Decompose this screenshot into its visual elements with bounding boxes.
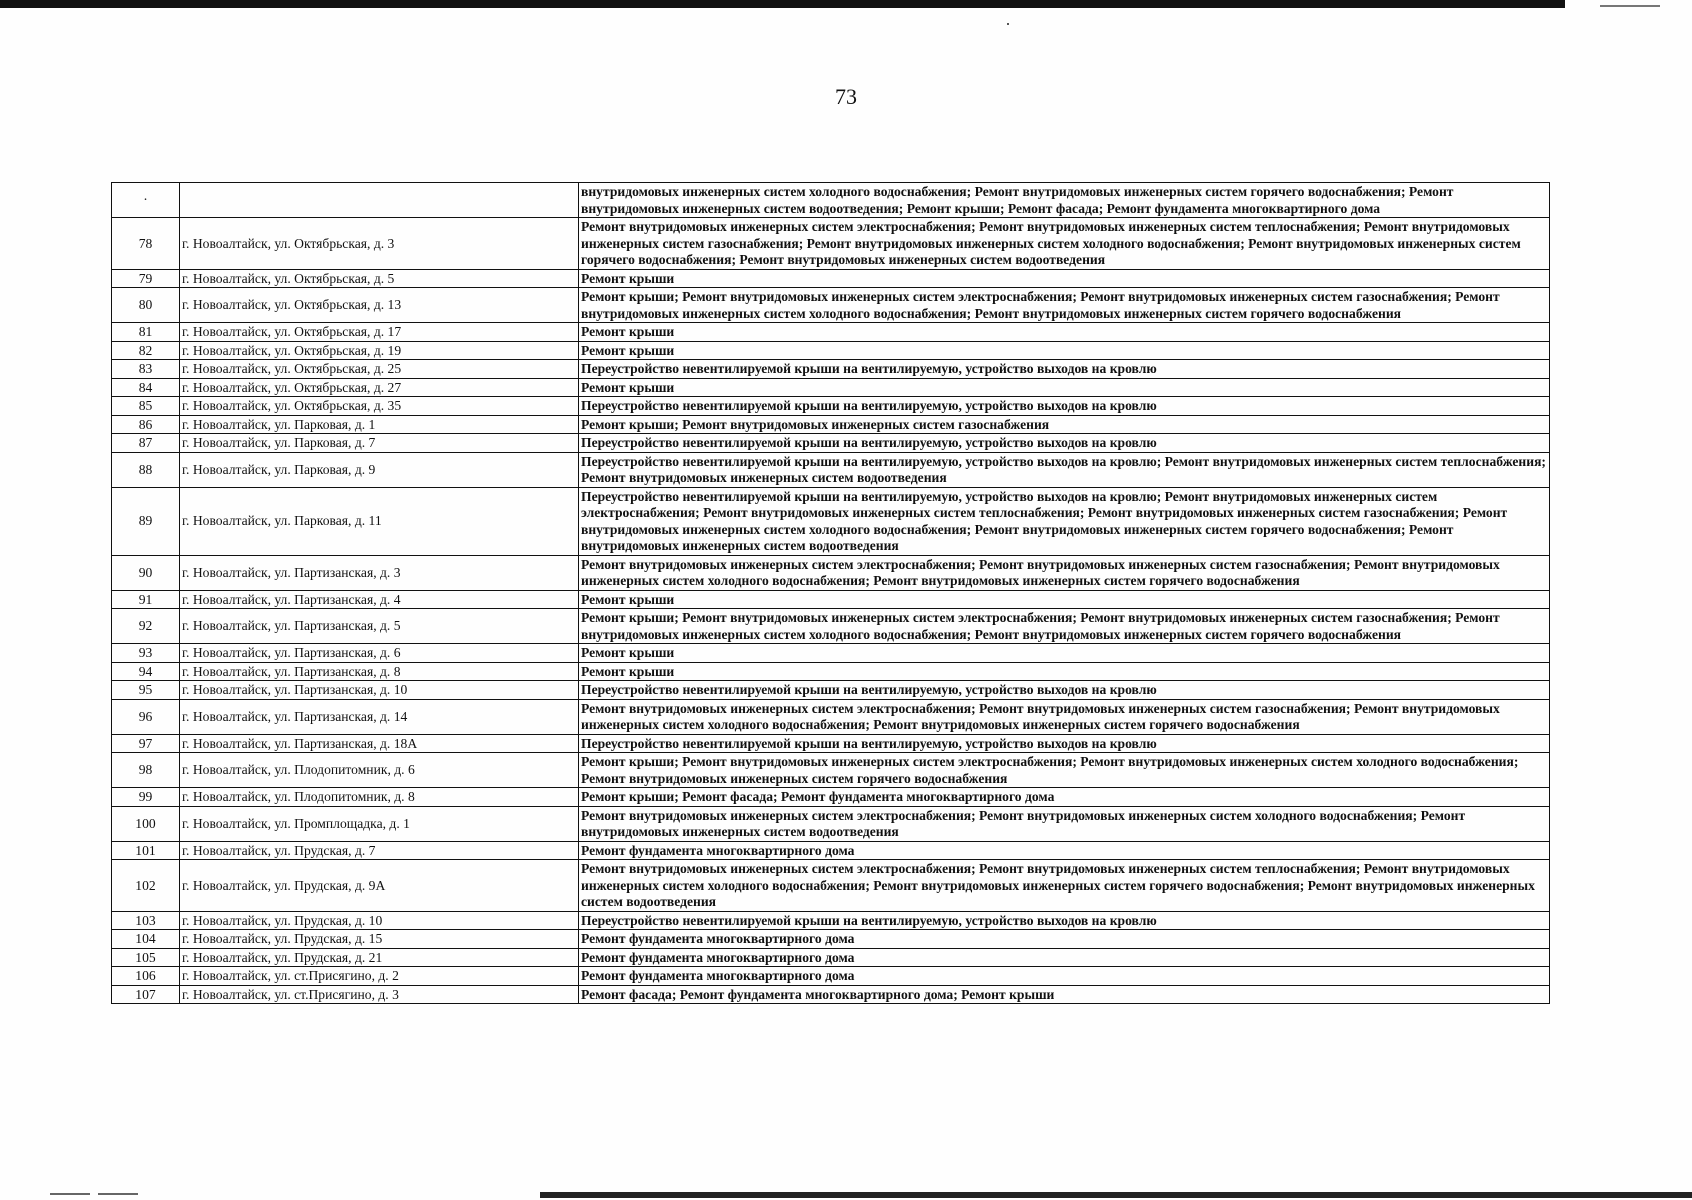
row-number: 107 — [112, 985, 180, 1004]
row-address: г. Новоалтайск, ул. Партизанская, д. 4 — [180, 590, 579, 609]
row-address: г. Новоалтайск, ул. Прудская, д. 15 — [180, 930, 579, 949]
row-address: г. Новоалтайск, ул. Прудская, д. 21 — [180, 948, 579, 967]
scan-edge-bottom-mark — [98, 1193, 138, 1195]
row-works: внутридомовых инженерных систем холодного водоснабжения; Ремонт внутридомовых инженерных систем горячего водоснабжения; Ремонт внутридомовых инженерных систем водоотведения; Ремонт крыши; Ремонт фасада; Ремонт фундамента многоквартирного дома — [579, 183, 1550, 218]
table-row — [112, 183, 1550, 218]
row-works: Ремонт внутридомовых инженерных систем электроснабжения; Ремонт внутридомовых инженерных систем холодного водоснабжения; Ремонт внутридомовых инженерных систем водоотведения — [579, 806, 1550, 841]
row-number: 96 — [112, 699, 180, 734]
row-number: 104 — [112, 930, 180, 949]
scan-speck — [1007, 23, 1009, 25]
table-row — [112, 590, 1550, 609]
row-address: г. Новоалтайск, ул. Парковая, д. 9 — [180, 452, 579, 487]
row-works: Ремонт крыши; Ремонт внутридомовых инженерных систем электроснабжения; Ремонт внутридомовых инженерных систем холодного водоснабжения; Ремонт внутридомовых инженерных систем горячего водоснабжения — [579, 753, 1550, 788]
table-row — [112, 397, 1550, 416]
row-works: Ремонт фасада; Ремонт фундамента многоквартирного дома; Ремонт крыши — [579, 985, 1550, 1004]
row-number: 100 — [112, 806, 180, 841]
row-number: 85 — [112, 397, 180, 416]
row-works: Переустройство невентилируемой крыши на вентилируемую, устройство выходов на кровлю — [579, 734, 1550, 753]
table-row — [112, 699, 1550, 734]
table-row — [112, 415, 1550, 434]
row-number: 89 — [112, 487, 180, 555]
row-works: Ремонт крыши; Ремонт внутридомовых инженерных систем электроснабжения; Ремонт внутридомовых инженерных систем газоснабжения; Ремонт внутридомовых инженерных систем холодного водоснабжения; Ремонт внутридомовых инженерных систем горячего водоснабжения — [579, 609, 1550, 644]
row-works: Переустройство невентилируемой крыши на вентилируемую, устройство выходов на кровлю — [579, 397, 1550, 416]
row-address: г. Новоалтайск, ул. Прудская, д. 9А — [180, 860, 579, 912]
row-works: Ремонт внутридомовых инженерных систем электроснабжения; Ремонт внутридомовых инженерных систем теплоснабжения; Ремонт внутридомовых инженерных систем холодного водоснабжения; Ремонт внутридомовых инженерных систем горячего водоснабжения; Ремонт внутридомовых инженерных систем водоотведения — [579, 860, 1550, 912]
table-row — [112, 806, 1550, 841]
row-number: 103 — [112, 911, 180, 930]
row-number: 102 — [112, 860, 180, 912]
row-works: Ремонт внутридомовых инженерных систем электроснабжения; Ремонт внутридомовых инженерных систем газоснабжения; Ремонт внутридомовых инженерных систем холодного водоснабжения; Ремонт внутридомовых инженерных систем горячего водоснабжения — [579, 699, 1550, 734]
table-row — [112, 788, 1550, 807]
table-row — [112, 985, 1550, 1004]
row-address: г. Новоалтайск, ул. Октябрьская, д. 35 — [180, 397, 579, 416]
table-row — [112, 434, 1550, 453]
table-row — [112, 452, 1550, 487]
row-number: 97 — [112, 734, 180, 753]
row-works: Переустройство невентилируемой крыши на вентилируемую, устройство выходов на кровлю; Ремонт внутридомовых инженерных систем электроснабжения; Ремонт внутридомовых инженерных систем теплоснабжения; Ремонт внутридомовых инженерных систем газоснабжения; Ремонт внутридомовых инженерных систем холодного водоснабжения; Ремонт внутридомовых инженерных систем горячего водоснабжения; Ремонт внутридомовых инженерных систем водоотведения — [579, 487, 1550, 555]
row-number: 98 — [112, 753, 180, 788]
table-row — [112, 341, 1550, 360]
row-address: г. Новоалтайск, ул. Октябрьская, д. 19 — [180, 341, 579, 360]
table-row — [112, 218, 1550, 270]
row-works: Ремонт крыши — [579, 341, 1550, 360]
row-address: г. Новоалтайск, ул. ст.Присягино, д. 2 — [180, 967, 579, 986]
scan-edge-bottom — [540, 1192, 1692, 1198]
row-address: г. Новоалтайск, ул. Октябрьская, д. 3 — [180, 218, 579, 270]
row-works: Ремонт крыши — [579, 644, 1550, 663]
row-works: Ремонт крыши — [579, 323, 1550, 342]
row-number: 105 — [112, 948, 180, 967]
row-address: г. Новоалтайск, ул. Октябрьская, д. 17 — [180, 323, 579, 342]
row-number: 90 — [112, 555, 180, 590]
table-row — [112, 860, 1550, 912]
table-row — [112, 323, 1550, 342]
table-row — [112, 360, 1550, 379]
row-number: 94 — [112, 662, 180, 681]
row-works: Переустройство невентилируемой крыши на вентилируемую, устройство выходов на кровлю — [579, 681, 1550, 700]
row-number: 87 — [112, 434, 180, 453]
row-address: г. Новоалтайск, ул. Парковая, д. 7 — [180, 434, 579, 453]
row-address: г. Новоалтайск, ул. Прудская, д. 7 — [180, 841, 579, 860]
row-address: г. Новоалтайск, ул. Октябрьская, д. 5 — [180, 269, 579, 288]
row-works: Ремонт крыши — [579, 378, 1550, 397]
row-address: г. Новоалтайск, ул. Октябрьская, д. 27 — [180, 378, 579, 397]
row-works: Переустройство невентилируемой крыши на вентилируемую, устройство выходов на кровлю; Ремонт внутридомовых инженерных систем теплоснабжения; Ремонт внутридомовых инженерных систем водоотведения — [579, 452, 1550, 487]
row-address: г. Новоалтайск, ул. Парковая, д. 11 — [180, 487, 579, 555]
row-works: Ремонт крыши — [579, 269, 1550, 288]
page-number: 73 — [835, 84, 857, 109]
row-number: 84 — [112, 378, 180, 397]
row-number: 78 — [112, 218, 180, 270]
row-works: Ремонт внутридомовых инженерных систем электроснабжения; Ремонт внутридомовых инженерных систем газоснабжения; Ремонт внутридомовых инженерных систем холодного водоснабжения; Ремонт внутридомовых инженерных систем горячего водоснабжения — [579, 555, 1550, 590]
table-body — [112, 183, 1550, 1004]
row-number: 106 — [112, 967, 180, 986]
row-address: г. Новоалтайск, ул. Прудская, д. 10 — [180, 911, 579, 930]
row-number: 93 — [112, 644, 180, 663]
table-row — [112, 930, 1550, 949]
table-row — [112, 948, 1550, 967]
row-address: г. Новоалтайск, ул. Плодопитомник, д. 6 — [180, 753, 579, 788]
row-number: 79 — [112, 269, 180, 288]
row-address: г. Новоалтайск, ул. Партизанская, д. 18А — [180, 734, 579, 753]
table-row — [112, 487, 1550, 555]
row-address: г. Новоалтайск, ул. Партизанская, д. 8 — [180, 662, 579, 681]
row-address: г. Новоалтайск, ул. Промплощадка, д. 1 — [180, 806, 579, 841]
table-row — [112, 269, 1550, 288]
row-works: Ремонт фундамента многоквартирного дома — [579, 841, 1550, 860]
row-address: г. Новоалтайск, ул. Партизанская, д. 14 — [180, 699, 579, 734]
row-number: 88 — [112, 452, 180, 487]
row-number: 99 — [112, 788, 180, 807]
row-works: Ремонт фундамента многоквартирного дома — [579, 930, 1550, 949]
row-works: Ремонт фундамента многоквартирного дома — [579, 948, 1550, 967]
table-row — [112, 734, 1550, 753]
table-row — [112, 753, 1550, 788]
row-works: Ремонт крыши; Ремонт фасада; Ремонт фундамента многоквартирного дома — [579, 788, 1550, 807]
row-number: 95 — [112, 681, 180, 700]
row-number: 92 — [112, 609, 180, 644]
table-row — [112, 378, 1550, 397]
row-number: 86 — [112, 415, 180, 434]
row-address: г. Новоалтайск, ул. Октябрьская, д. 13 — [180, 288, 579, 323]
row-address: г. Новоалтайск, ул. Партизанская, д. 5 — [180, 609, 579, 644]
table-row — [112, 662, 1550, 681]
row-number: 101 — [112, 841, 180, 860]
row-works: Ремонт крыши; Ремонт внутридомовых инженерных систем электроснабжения; Ремонт внутридомовых инженерных систем газоснабжения; Ремонт внутридомовых инженерных систем холодного водоснабжения; Ремонт внутридомовых инженерных систем горячего водоснабжения — [579, 288, 1550, 323]
row-address: г. Новоалтайск, ул. ст.Присягино, д. 3 — [180, 985, 579, 1004]
table-row — [112, 967, 1550, 986]
scan-edge-top — [0, 0, 1565, 8]
row-works: Ремонт крыши — [579, 590, 1550, 609]
table-row — [112, 555, 1550, 590]
row-works: Ремонт фундамента многоквартирного дома — [579, 967, 1550, 986]
scan-edge-bottom-mark — [50, 1193, 90, 1195]
row-number: 83 — [112, 360, 180, 379]
scan-edge-top-tail — [1600, 5, 1660, 7]
row-works: Переустройство невентилируемой крыши на вентилируемую, устройство выходов на кровлю — [579, 360, 1550, 379]
row-address: г. Новоалтайск, ул. Партизанская, д. 10 — [180, 681, 579, 700]
row-address: г. Новоалтайск, ул. Партизанская, д. 3 — [180, 555, 579, 590]
row-address — [180, 183, 579, 218]
row-number: 91 — [112, 590, 180, 609]
table-row — [112, 288, 1550, 323]
row-address: г. Новоалтайск, ул. Партизанская, д. 6 — [180, 644, 579, 663]
row-works: Ремонт внутридомовых инженерных систем электроснабжения; Ремонт внутридомовых инженерных систем теплоснабжения; Ремонт внутридомовых инженерных систем газоснабжения; Ремонт внутридомовых инженерных систем холодного водоснабжения; Ремонт внутридомовых инженерных систем горячего водоснабжения; Ремонт внутридомовых инженерных систем водоотведения — [579, 218, 1550, 270]
row-number: 80 — [112, 288, 180, 323]
repair-works-table — [111, 182, 1550, 1004]
row-works: Переустройство невентилируемой крыши на вентилируемую, устройство выходов на кровлю — [579, 911, 1550, 930]
row-address: г. Новоалтайск, ул. Октябрьская, д. 25 — [180, 360, 579, 379]
row-address: г. Новоалтайск, ул. Плодопитомник, д. 8 — [180, 788, 579, 807]
table-row — [112, 911, 1550, 930]
row-works: Переустройство невентилируемой крыши на вентилируемую, устройство выходов на кровлю — [579, 434, 1550, 453]
table-row — [112, 841, 1550, 860]
row-works: Ремонт крыши — [579, 662, 1550, 681]
row-number: 81 — [112, 323, 180, 342]
row-works: Ремонт крыши; Ремонт внутридомовых инженерных систем газоснабжения — [579, 415, 1550, 434]
table-row — [112, 681, 1550, 700]
table-row — [112, 644, 1550, 663]
row-address: г. Новоалтайск, ул. Парковая, д. 1 — [180, 415, 579, 434]
row-number: · — [112, 183, 180, 218]
table-row — [112, 609, 1550, 644]
row-number: 82 — [112, 341, 180, 360]
